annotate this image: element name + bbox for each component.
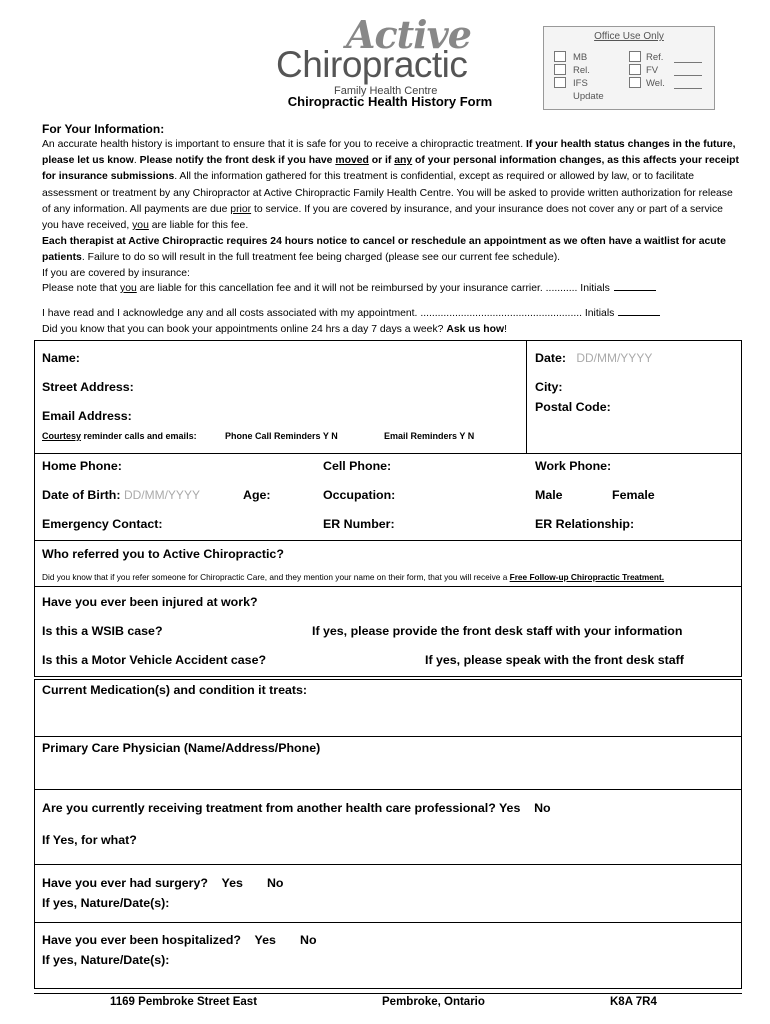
surgery-nature-label[interactable]: If yes, Nature/Date(s): (42, 896, 170, 910)
logo (276, 14, 494, 96)
email-address-label[interactable]: Email Address: (42, 409, 132, 423)
hospitalized-label[interactable]: Have you ever been hospitalized? Yes No (42, 933, 317, 947)
divider (34, 736, 742, 737)
office-field-rel: Rel. (573, 65, 590, 76)
office-line (674, 88, 702, 89)
office-checkbox[interactable] (629, 64, 641, 75)
logo-family-health: Family Health Centre (334, 85, 438, 97)
referred-by-label[interactable]: Who referred you to Active Chiropractic? (42, 547, 284, 561)
courtesy-label: Courtesy reminder calls and emails: (42, 431, 197, 441)
surgery-label[interactable]: Have you ever had surgery? Yes No (42, 876, 284, 890)
street-address-label[interactable]: Street Address: (42, 380, 134, 394)
info-acknowledge-line: I have read and I acknowledge any and all costs associated with my appointment. ........................................................ Initials (42, 306, 742, 322)
footer-street: 1169 Pembroke Street East (110, 996, 258, 1008)
divider (34, 922, 742, 923)
office-checkbox[interactable] (554, 77, 566, 88)
info-paragraph-1: An accurate health history is important to ensure that it is safe for you to receive a chiropractic treatment. If your health status changes in the future, please let us know. Please notify the front desk if you have moved or if any of your personal information changes, as this affects your receipt for insurance submissions. All the information gathered for this treatment is confidential, except as required or allowed by law, or to facilitate assessment or treatment by any Chiropractor at Active Chiropractic Family Health Centre. You will be asked to provide written authorization for release of any information. All payments are due prior to service. If you are covered by insurance, and your insurance does not cover any or part of a service you have received, you are liable for this fee. (42, 139, 739, 232)
medication-label[interactable]: Current Medication(s) and condition it treats: (42, 683, 308, 697)
mva-label[interactable]: Is this a Motor Vehicle Accident case? (42, 653, 267, 667)
male-option[interactable]: Male (535, 488, 563, 502)
divider (34, 453, 742, 454)
footer-postal: K8A 7R4 (610, 996, 657, 1008)
er-number-label[interactable]: ER Number: (323, 517, 395, 531)
name-label[interactable]: Name: (42, 351, 80, 365)
occupation-label[interactable]: Occupation: (323, 488, 396, 502)
info-online-booking: Did you know that you can book your appointments online 24 hrs a day 7 days a week? Ask us how! (42, 324, 507, 335)
footer-rule (34, 993, 742, 994)
logo-active: Active (346, 12, 471, 57)
info-paragraph-2: Each therapist at Active Chiropractic requires 24 hours notice to cancel or reschedule an appointment as we often have a waitlist for acute patients. Failure to do so will result in the full treatment fee being charged (please see our current fee schedule). (42, 236, 726, 264)
work-phone-label[interactable]: Work Phone: (535, 459, 612, 473)
divider (34, 789, 742, 790)
office-field-mb: MB (573, 52, 588, 63)
emergency-contact-label[interactable]: Emergency Contact: (42, 517, 163, 531)
office-use-title: Office Use Only (594, 31, 664, 42)
referral-note: Did you know that if you refer someone for Chiropractic Care, and they mention your name on their form, that you will receive a Free Follow-up Chiropractic Treatment. (42, 572, 665, 582)
office-field-update: Update (573, 91, 604, 102)
info-cancellation-line: Please note that you are liable for this cancellation fee and it will not be reimbursed by your insurance carrier. ........... Initials (42, 281, 742, 297)
office-field-fv: FV (646, 65, 659, 76)
info-heading: For Your Information: (42, 122, 165, 136)
divider (34, 864, 742, 865)
age-label[interactable]: Age: (243, 488, 271, 502)
office-checkbox[interactable] (554, 51, 566, 62)
divider (34, 586, 742, 587)
er-relationship-label[interactable]: ER Relationship: (535, 517, 635, 531)
office-checkbox[interactable] (554, 64, 566, 75)
email-reminders[interactable]: Email Reminders Y N (384, 431, 475, 441)
office-checkbox[interactable] (629, 77, 641, 88)
office-field-ifs: IFS (573, 78, 588, 89)
footer-city: Pembroke, Ontario (382, 996, 485, 1008)
initials-field[interactable] (618, 306, 660, 316)
postal-code-label[interactable]: Postal Code: (535, 400, 611, 414)
office-line (674, 75, 702, 76)
home-phone-label[interactable]: Home Phone: (42, 459, 122, 473)
initials-field[interactable] (614, 281, 656, 291)
phone-reminders[interactable]: Phone Call Reminders Y N (225, 431, 338, 441)
wsib-note: If yes, please provide the front desk staff with your information (312, 624, 683, 638)
office-field-ref: Ref. (646, 52, 664, 63)
hospital-nature-label[interactable]: If yes, Nature/Date(s): (42, 953, 170, 967)
city-label[interactable]: City: (535, 380, 563, 394)
if-yes-what-label[interactable]: If Yes, for what? (42, 833, 137, 847)
logo-chiropractic: Chiropractic (276, 44, 468, 85)
date-label[interactable]: Date: DD/MM/YYYY (535, 351, 653, 365)
office-checkbox[interactable] (629, 51, 641, 62)
dob-label[interactable]: Date of Birth: DD/MM/YYYY (42, 488, 200, 502)
mva-note: If yes, please speak with the front desk staff (425, 653, 684, 667)
info-insurance-line: If you are covered by insurance: (42, 268, 190, 279)
office-field-wel: Wel. (646, 78, 665, 89)
other-treatment-label[interactable]: Are you currently receiving treatment from another health care professional? Yes No (42, 801, 551, 815)
divider (34, 540, 742, 541)
office-line (674, 62, 702, 63)
female-option[interactable]: Female (612, 488, 655, 502)
wsib-label[interactable]: Is this a WSIB case? (42, 624, 163, 638)
cell-phone-label[interactable]: Cell Phone: (323, 459, 392, 473)
injured-at-work-label[interactable]: Have you ever been injured at work? (42, 595, 258, 609)
form-title: Chiropractic Health History Form (287, 94, 493, 109)
divider (526, 340, 527, 453)
physician-label[interactable]: Primary Care Physician (Name/Address/Phone) (42, 741, 321, 755)
